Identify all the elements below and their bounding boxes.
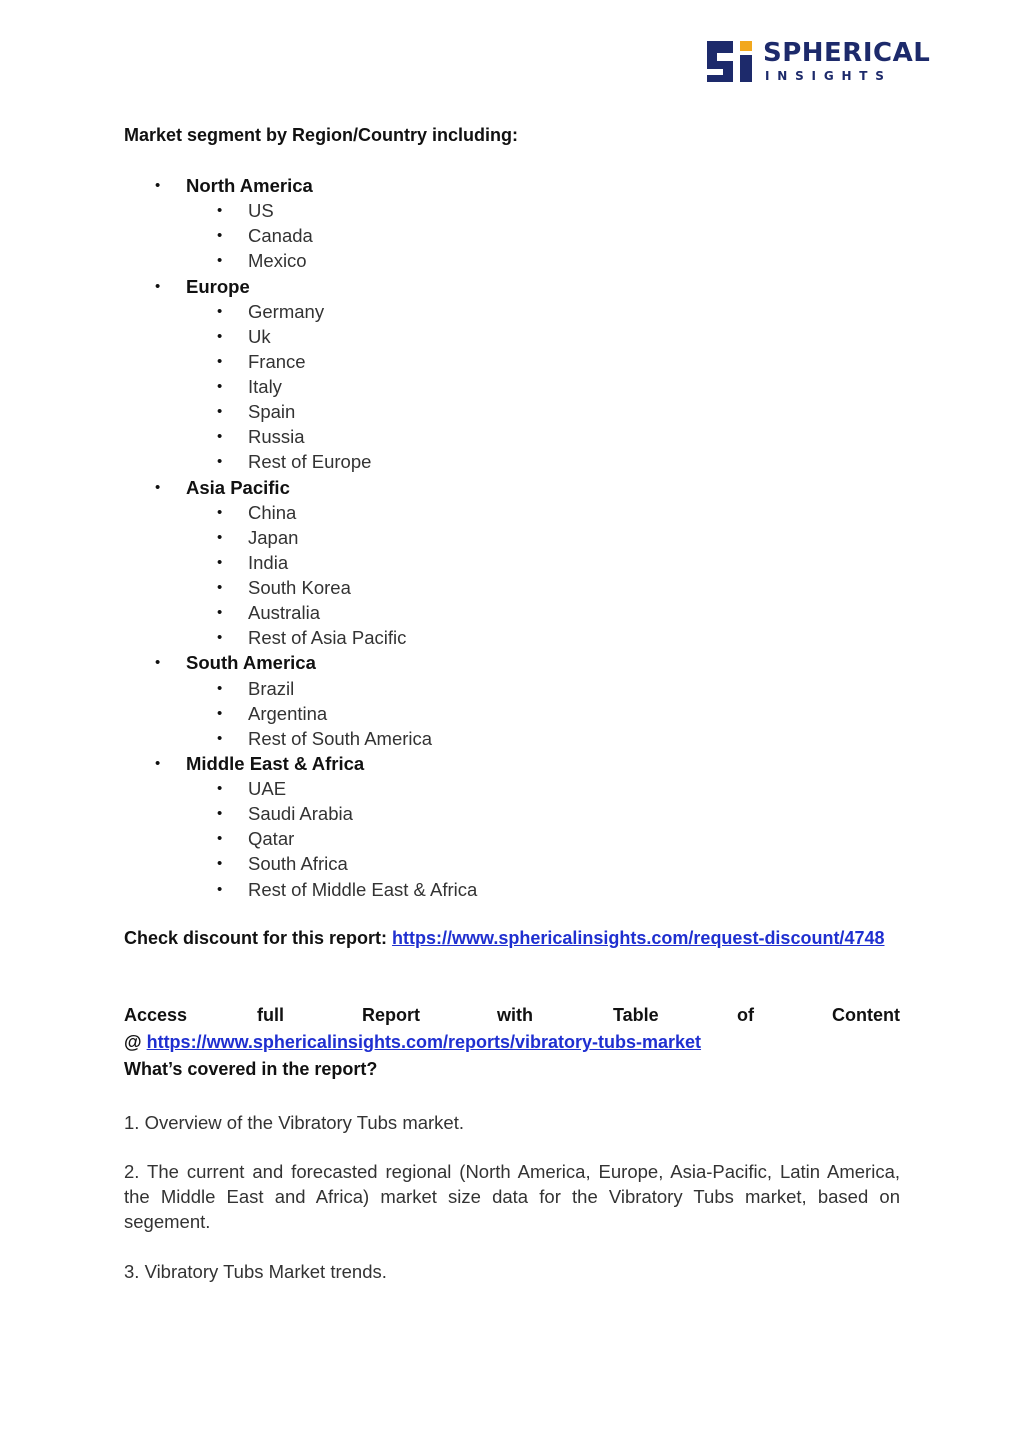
- bullet-icon: •: [155, 177, 161, 194]
- country-item: [124, 500, 900, 525]
- country-name: Canada: [248, 225, 313, 247]
- country-item: [124, 525, 900, 550]
- access-word: Report: [362, 1005, 420, 1025]
- covered-heading: What’s covered in the report?: [124, 1059, 378, 1079]
- bullet-icon: •: [217, 880, 223, 898]
- covered-point-3: 3. Vibratory Tubs Market trends.: [124, 1261, 387, 1282]
- bullet-icon: •: [217, 553, 223, 571]
- region-item: [124, 475, 900, 500]
- region-item: [124, 751, 900, 776]
- access-word: full: [257, 1005, 284, 1025]
- country-name: Germany: [248, 300, 325, 322]
- country-item: [124, 701, 900, 726]
- bullet-icon: •: [217, 528, 223, 546]
- country-name: Rest of South America: [248, 727, 433, 749]
- bullet-icon: •: [217, 830, 223, 848]
- country-name: Russia: [248, 426, 305, 448]
- spherical-insights-logo: [707, 38, 931, 84]
- region-list: [124, 173, 900, 902]
- country-item: [124, 223, 900, 248]
- country-name: Rest of Middle East & Africa: [248, 878, 478, 900]
- covered-point-2: 2. The current and forecasted regional (North America, Europe, Asia-Pacific, Latin America, the Middle East and Africa) market size data for the Vibratory Tubs market, based on segement.: [124, 1161, 900, 1233]
- region-name: South America: [186, 652, 316, 674]
- discount-label: Check discount for this report:: [124, 928, 388, 948]
- access-word: Table: [613, 1005, 659, 1025]
- country-name: South Korea: [248, 577, 351, 598]
- bullet-icon: •: [217, 227, 223, 245]
- bullet-icon: •: [217, 252, 223, 270]
- covered-point-1: 1. Overview of the Vibratory Tubs market.: [124, 1112, 464, 1133]
- logo-mark-icon: [707, 41, 753, 83]
- country-name: Argentina: [248, 702, 328, 724]
- bullet-icon: •: [217, 403, 223, 421]
- country-item: [124, 726, 900, 751]
- region-name: Middle East & Africa: [186, 752, 365, 774]
- bullet-icon: •: [155, 277, 161, 295]
- country-item: [124, 877, 900, 902]
- country-item: [124, 324, 900, 349]
- bullet-icon: •: [217, 704, 223, 722]
- bullet-icon: •: [217, 428, 223, 446]
- region-name: Asia Pacific: [186, 476, 290, 498]
- country-item: [124, 575, 900, 600]
- bullet-icon: •: [217, 302, 223, 320]
- discount-line: [124, 928, 884, 949]
- bullet-icon: •: [217, 604, 223, 622]
- country-name: Australia: [248, 602, 320, 624]
- bullet-icon: •: [217, 805, 223, 823]
- report-link[interactable]: https://www.sphericalinsights.com/reports/vibratory-tubs-market: [146, 1032, 702, 1052]
- country-name: Mexico: [248, 250, 307, 272]
- bullet-icon: •: [155, 654, 161, 672]
- country-name: China: [248, 501, 297, 523]
- country-item: [124, 449, 900, 474]
- bullet-icon: •: [217, 378, 223, 395]
- access-full-report-line: [124, 1005, 900, 1031]
- bullet-icon: •: [217, 780, 223, 797]
- bullet-icon: •: [217, 679, 223, 697]
- country-item: [124, 776, 900, 801]
- country-item: [124, 826, 900, 851]
- country-item: [124, 801, 900, 826]
- bullet-icon: •: [217, 579, 223, 596]
- country-item: [124, 625, 900, 650]
- country-name: Saudi Arabia: [248, 803, 353, 825]
- country-item: [124, 550, 900, 575]
- country-name: Brazil: [248, 677, 295, 699]
- at-symbol: @: [124, 1032, 142, 1052]
- country-name: Rest of Europe: [248, 451, 372, 473]
- country-item: [124, 374, 900, 399]
- country-name: South Africa: [248, 853, 348, 875]
- access-word: Content: [832, 1005, 900, 1025]
- country-item: [124, 198, 900, 223]
- bullet-icon: •: [217, 503, 223, 521]
- country-item: [124, 676, 900, 701]
- country-item: [124, 299, 900, 324]
- country-item: [124, 851, 900, 876]
- country-item: [124, 399, 900, 424]
- access-word: Access: [124, 1005, 188, 1025]
- bullet-icon: •: [155, 754, 161, 772]
- bullet-icon: •: [217, 855, 223, 873]
- country-name: Qatar: [248, 828, 295, 850]
- bullet-icon: •: [217, 729, 223, 747]
- country-name: Japan: [248, 526, 299, 548]
- region-item: [124, 173, 900, 198]
- country-name: Uk: [248, 325, 271, 347]
- country-name: UAE: [248, 778, 287, 799]
- bullet-icon: •: [217, 453, 223, 471]
- region-item: [124, 274, 900, 299]
- country-item: [124, 424, 900, 449]
- country-item: [124, 349, 900, 374]
- access-link-line: [124, 1032, 701, 1053]
- country-name: India: [248, 551, 289, 573]
- bullet-icon: •: [217, 352, 223, 370]
- country-name: Italy: [248, 376, 282, 397]
- access-word: with: [497, 1005, 533, 1025]
- country-name: Spain: [248, 401, 296, 423]
- bullet-icon: •: [217, 327, 223, 345]
- segment-heading: Market segment by Region/Country including:: [124, 125, 519, 145]
- country-name: France: [248, 350, 306, 372]
- bullet-icon: •: [155, 478, 161, 496]
- logo-sub-text: INSIGHTS: [765, 69, 892, 83]
- region-name: Europe: [186, 275, 250, 297]
- country-name: US: [248, 200, 274, 222]
- discount-link[interactable]: https://www.sphericalinsights.com/request-discount/4748: [392, 928, 885, 948]
- logo-brand-text: SPHERICAL: [763, 38, 931, 68]
- country-item: [124, 600, 900, 625]
- access-word: of: [737, 1005, 754, 1025]
- region-item: [124, 650, 900, 675]
- country-item: [124, 248, 900, 273]
- bullet-icon: •: [217, 202, 223, 220]
- country-name: Rest of Asia Pacific: [248, 627, 407, 649]
- bullet-icon: •: [217, 629, 223, 647]
- region-name: North America: [186, 175, 313, 196]
